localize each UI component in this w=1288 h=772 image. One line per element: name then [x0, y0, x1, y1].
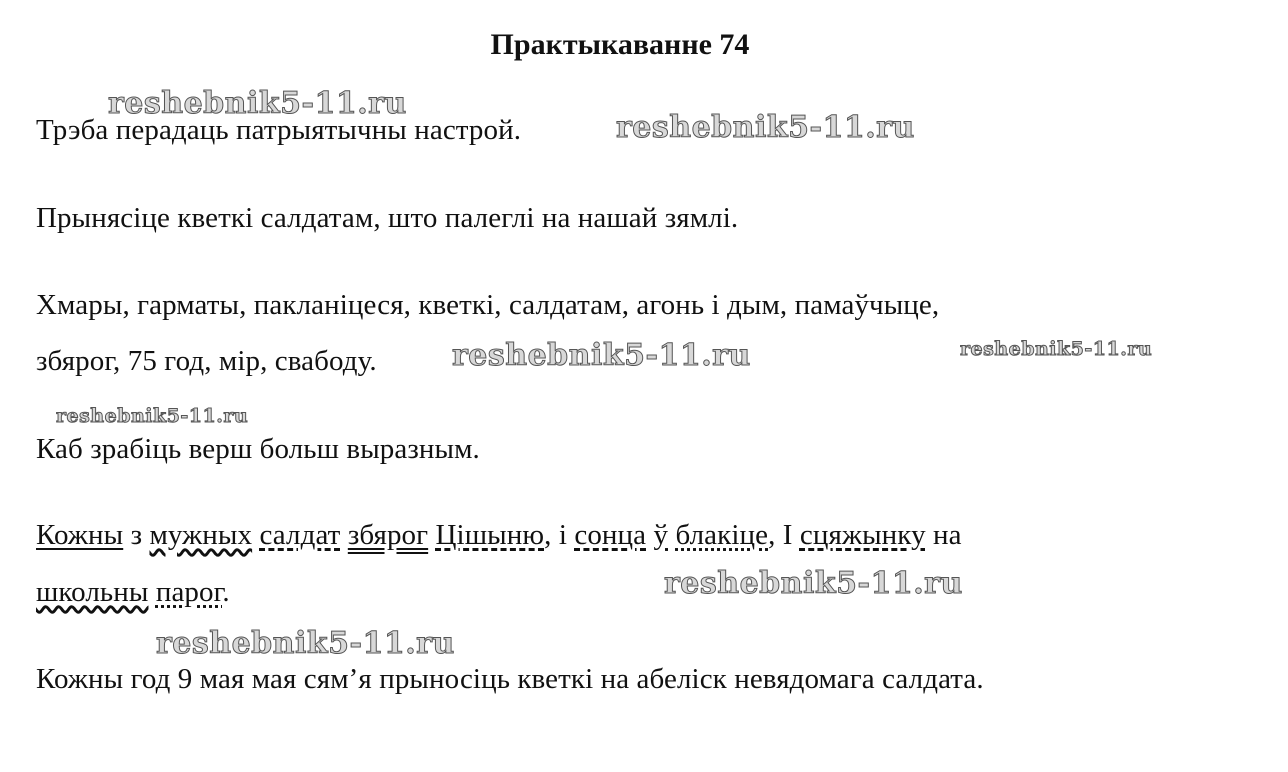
adverbial-word: парог: [155, 576, 223, 608]
paragraph-4: Каб зрабіць верш больш выразным.: [36, 433, 480, 465]
plain-text: .: [222, 576, 230, 608]
plain-text: ,: [544, 519, 559, 551]
plain-text: ,: [768, 519, 783, 551]
paragraph-1: Трэба перадаць патрыятычны настрой.: [36, 114, 522, 146]
plain-text: [148, 576, 155, 608]
watermark: reshebnik5-11.ru: [108, 86, 407, 121]
object-word: сонца: [574, 519, 647, 551]
object-word: сцяжынку: [799, 519, 926, 551]
paragraph-5-line-1: [36, 519, 962, 552]
attribute-word: мужных: [149, 519, 253, 551]
paragraph-6: Кожны год 9 мая мая сям’я прыносіць кветкі на абеліск невядомага салдата.: [36, 663, 984, 695]
subject-word: Кожны: [36, 519, 124, 551]
adverbial-word: ў: [653, 519, 669, 551]
object-word: салдат: [259, 519, 341, 551]
adverbial-word: блакіце: [675, 519, 769, 551]
watermark: reshebnik5-11.ru: [452, 338, 751, 373]
plain-text: [340, 519, 347, 551]
page-title: Практыкаванне 74: [490, 28, 750, 61]
watermark: reshebnik5-11.ru: [960, 338, 1153, 360]
paragraph-3-line-1: Хмары, гарматы, пакланіцеся, кветкі, салдатам, агонь і дым, памаўчыце,: [36, 289, 940, 321]
plain-text: з: [123, 519, 150, 551]
attribute-word: школьны: [36, 576, 149, 608]
paragraph-5-line-2: [36, 576, 230, 609]
plain-text: на: [925, 519, 962, 551]
plain-text: і: [558, 519, 567, 551]
plain-text: І: [782, 519, 793, 551]
watermark: reshebnik5-11.ru: [56, 405, 249, 427]
watermark: reshebnik5-11.ru: [664, 566, 963, 601]
watermark: reshebnik5-11.ru: [616, 110, 915, 145]
paragraph-3-line-2: збярог, 75 год, мір, свабоду.: [36, 345, 377, 377]
plain-text: [793, 519, 800, 551]
plain-text: [428, 519, 435, 551]
plain-text: [646, 519, 653, 551]
object-word: Цішыню: [435, 519, 545, 551]
paragraph-2: Прынясіце кветкі салдатам, што палеглі на нашай зямлі.: [36, 202, 739, 234]
predicate-word: збярог: [347, 519, 429, 551]
watermark: reshebnik5-11.ru: [156, 626, 455, 661]
